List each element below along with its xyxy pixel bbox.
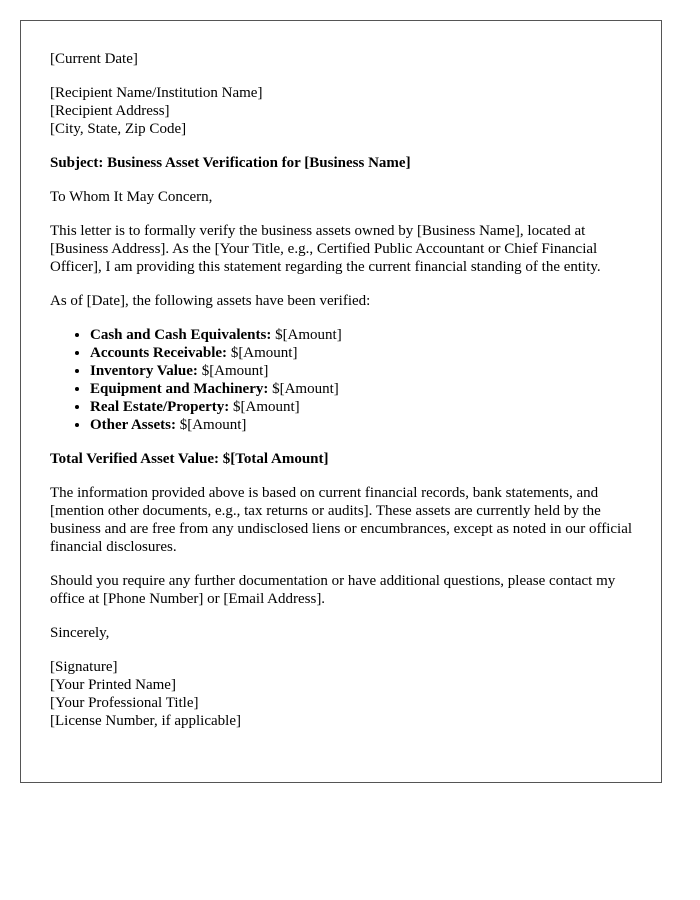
signature-placeholder: [Signature]	[50, 659, 118, 675]
signature-block	[50, 658, 633, 730]
total-asset-value: Total Verified Asset Value: $[Total Amount]	[50, 451, 329, 467]
list-item	[90, 362, 633, 380]
asset-value: $[Amount]	[271, 327, 342, 343]
asset-label: Inventory Value:	[90, 363, 198, 379]
intro-paragraph: This letter is to formally verify the business assets owned by [Business Name], located at [Business Address]. As the [Your Title, e.g., Certified Public Accountant or Chief Financial Officer], I am providing this statement regarding the current financial standing of the entity.	[50, 223, 601, 275]
asset-label: Equipment and Machinery:	[90, 381, 269, 397]
list-item	[90, 326, 633, 344]
asof-line: As of [Date], the following assets have been verified:	[50, 293, 371, 309]
subject-line: Subject: Business Asset Verification for [Business Name]	[50, 155, 411, 171]
recipient-name: [Recipient Name/Institution Name]	[50, 85, 263, 101]
asset-label: Other Assets:	[90, 417, 176, 433]
closing: Sincerely,	[50, 625, 110, 641]
asset-label: Accounts Receivable:	[90, 345, 228, 361]
recipient-address: [Recipient Address]	[50, 103, 170, 119]
recipient-city-state-zip: [City, State, Zip Code]	[50, 121, 187, 137]
list-item	[90, 380, 633, 398]
asset-label: Real Estate/Property:	[90, 399, 230, 415]
list-item	[90, 416, 633, 434]
license-number: [License Number, if applicable]	[50, 713, 241, 729]
records-paragraph: The information provided above is based on current financial records, bank statements, and [mention other documents, e.g., tax returns or audits]. These assets are currently held by the business and are free from any undisclosed liens or encumbrances, except as noted in our official financial disclosures.	[50, 485, 633, 555]
letter-document	[20, 20, 662, 783]
list-item	[90, 344, 633, 362]
asset-value: $[Amount]	[268, 381, 339, 397]
asset-value: $[Amount]	[175, 417, 247, 433]
letter-date: [Current Date]	[50, 51, 138, 67]
list-item	[90, 398, 633, 416]
salutation: To Whom It May Concern,	[50, 189, 213, 205]
asset-value: $[Amount]	[197, 363, 269, 379]
contact-paragraph: Should you require any further documentation or have additional questions, please contact my office at [Phone Number] or [Email Address].	[50, 573, 616, 607]
recipient-block	[50, 84, 633, 138]
asset-list	[50, 326, 633, 434]
asset-value: $[Amount]	[229, 399, 300, 415]
professional-title: [Your Professional Title]	[50, 695, 199, 711]
printed-name: [Your Printed Name]	[50, 677, 176, 693]
asset-value: $[Amount]	[227, 345, 298, 361]
asset-label: Cash and Cash Equivalents:	[90, 327, 272, 343]
